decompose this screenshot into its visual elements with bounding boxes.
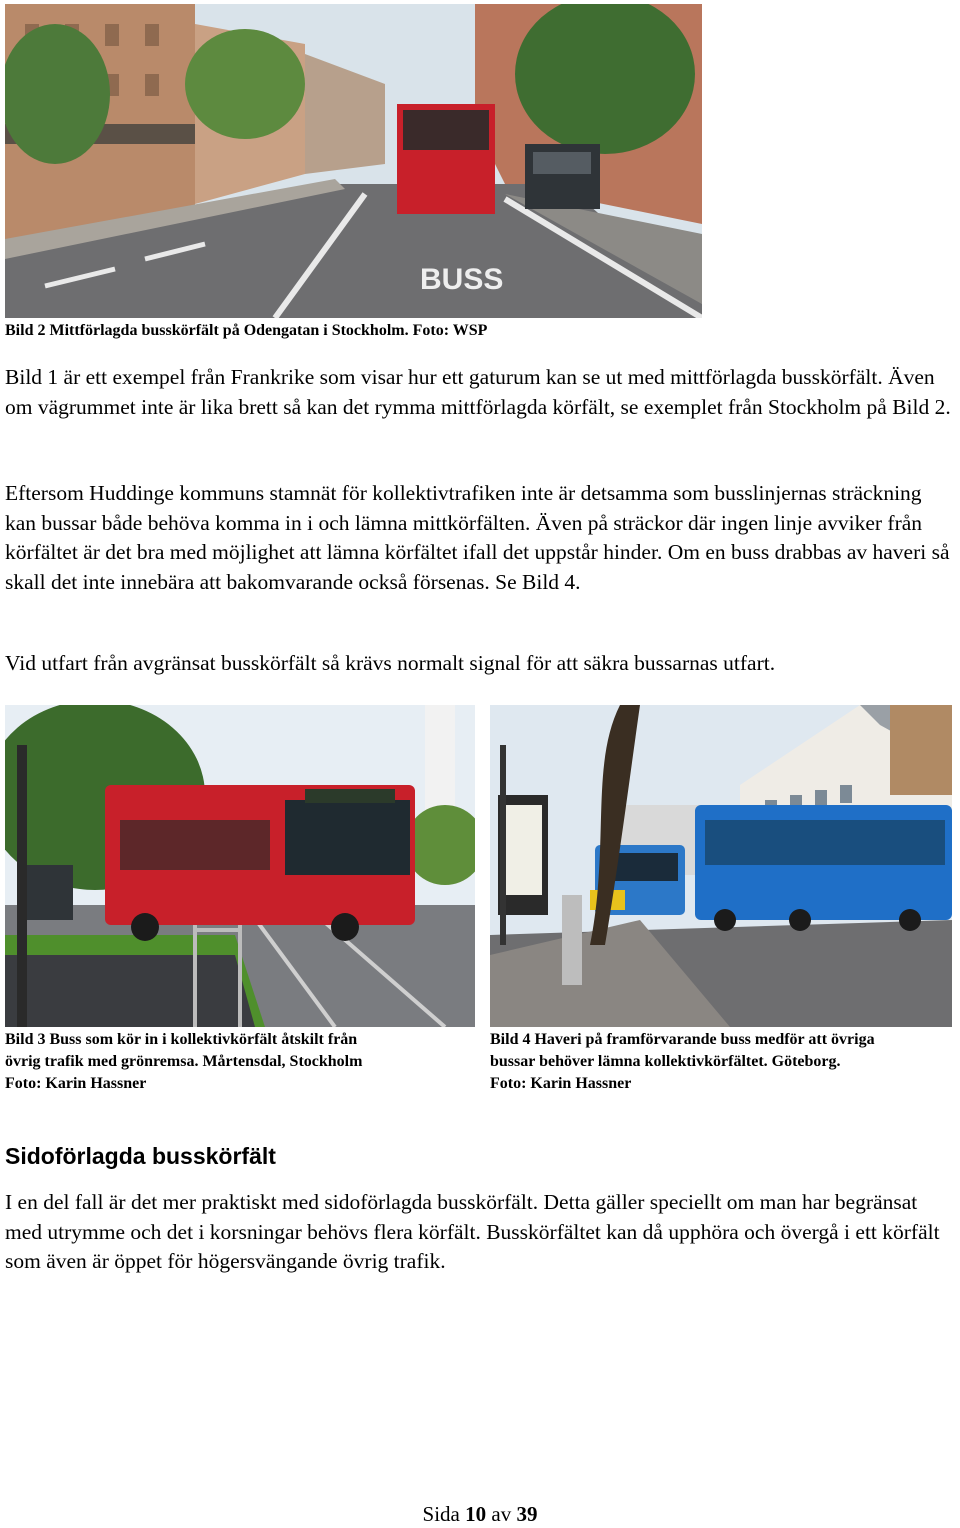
caption-bild2: Bild 2 Mittförlagda busskörfält på Odengatan i Stockholm. Foto: WSP xyxy=(5,322,488,339)
photo-bild2-odengatan xyxy=(5,4,702,318)
caption-bild4-line3: Foto: Karin Hassner xyxy=(490,1075,632,1092)
svg-text:BUSS: BUSS xyxy=(420,263,504,296)
page-footer xyxy=(0,1502,960,1527)
paragraph-1: Bild 1 är ett exempel från Frankrike som visar hur ett gaturum kan se ut med mittförlagda busskörfält. Även om vägrummet inte är lika brett så kan det rymma mittförlagda körfält, se exemplet från Stockholm på Bild 2. xyxy=(5,365,951,419)
photo-bild4-goteborg xyxy=(490,705,952,1027)
caption-bild3-line1: Bild 3 Buss som kör in i kollektivkörfält åtskilt från xyxy=(5,1031,358,1048)
photo-bild3-martensdal xyxy=(5,705,475,1027)
caption-bild4-line2: bussar behöver lämna kollektivkörfältet. Göteborg. xyxy=(490,1053,841,1070)
caption-bild3-line3: Foto: Karin Hassner xyxy=(5,1075,147,1092)
footer-prefix: Sida xyxy=(422,1502,460,1526)
caption-bild3-line2: övrig trafik med grönremsa. Mårtensdal, Stockholm xyxy=(5,1053,363,1070)
footer-middle: av xyxy=(491,1502,512,1526)
section-heading: Sidoförlagda busskörfält xyxy=(5,1143,276,1169)
caption-bild3 xyxy=(5,1029,485,1095)
paragraph-3: Vid utfart från avgränsat busskörfält så krävs normalt signal för att säkra bussarnas utfart. xyxy=(5,651,776,675)
street-scene-illustration xyxy=(5,4,702,318)
broken-bus-illustration xyxy=(490,705,952,1027)
footer-page-number: 10 xyxy=(465,1502,487,1526)
paragraph-4: I en del fall är det mer praktiskt med sidoförlagda busskörfält. Detta gäller speciellt om man har begränsat med utrymme och det i korsningar behövs flera körfält. Busskörfältet kan då upphöra och övergå i ett körfält som även är öppet för högersvängande övrig trafik. xyxy=(5,1190,940,1273)
caption-bild4 xyxy=(490,1029,960,1095)
caption-bild4-line1: Bild 4 Haveri på framförvarande buss medför att övriga xyxy=(490,1031,875,1048)
paragraph-2: Eftersom Huddinge kommuns stamnät för kollektivtrafiken inte är detsamma som busslinjernas sträckning kan bussar både behöva komma in i och lämna mittkörfälten. Även på sträckor där ingen linje avviker från körfältet är det bra med möjlighet att lämna körfältet ifall det uppstår hinder. Om en buss drabbas av haveri så skall det inte innebära att bakomvarande också försenas. Se Bild 4. xyxy=(5,481,950,594)
footer-total-pages: 39 xyxy=(516,1502,538,1526)
bus-lane-illustration xyxy=(5,705,475,1027)
